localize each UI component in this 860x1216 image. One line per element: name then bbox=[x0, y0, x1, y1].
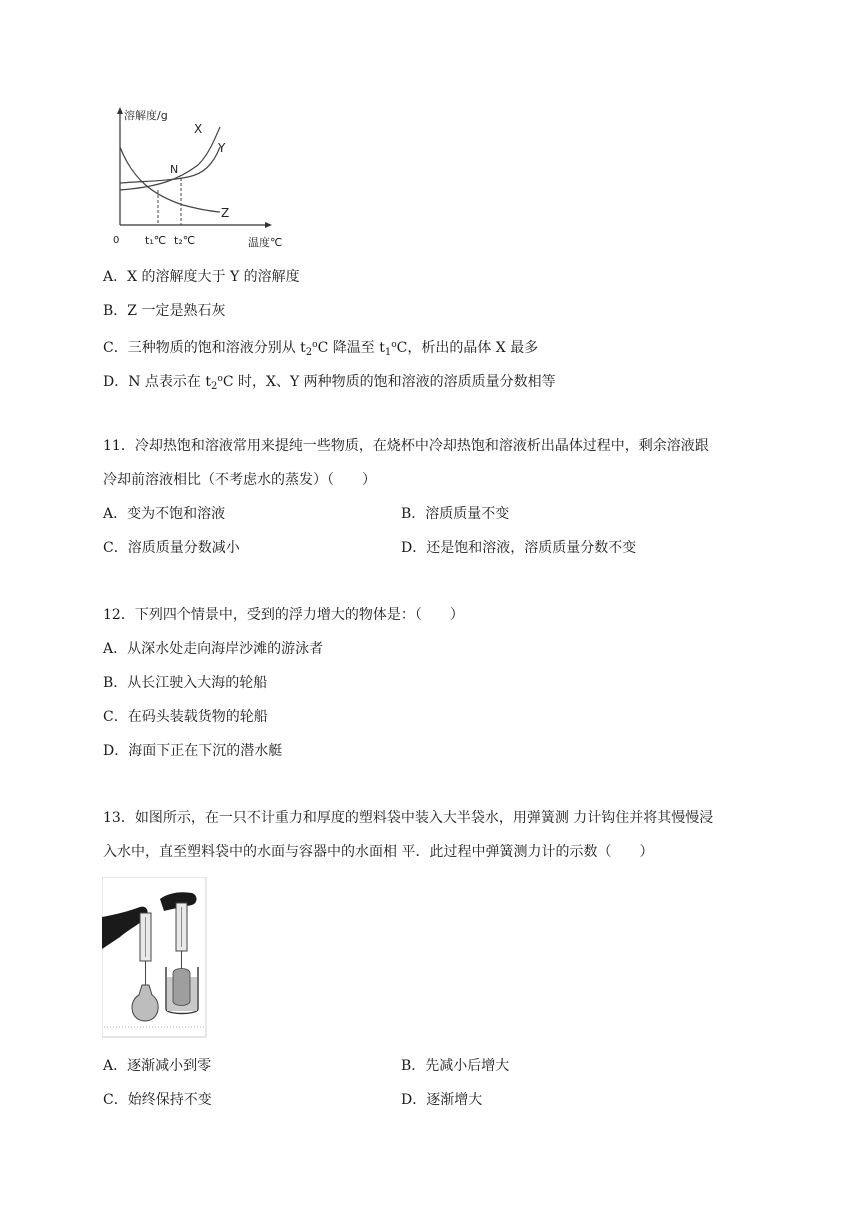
q10-option-c-sub1: 2 bbox=[305, 347, 313, 358]
q12-option-c: C．在码头装载货物的轮船 bbox=[103, 709, 268, 725]
q10-option-c-sup1: o bbox=[312, 340, 318, 350]
x-axis-label: 温度℃ bbox=[248, 236, 283, 249]
q11-option-c: C．溶质质量分数减小 bbox=[103, 540, 240, 556]
point-n-label: N bbox=[170, 163, 179, 176]
curve-z-label: Z bbox=[221, 206, 230, 220]
q10-option-a: A．X 的溶解度大于 Y 的溶解度 bbox=[103, 269, 300, 285]
q11-option-a: A．变为不饱和溶液 bbox=[103, 506, 226, 522]
q11-option-d: D．还是饱和溶液，溶质质量分数不变 bbox=[401, 540, 637, 556]
curve-x-label: X bbox=[194, 122, 203, 136]
q10-option-c-part2: C 降温至 t bbox=[317, 340, 385, 356]
origin-label: 0 bbox=[113, 235, 120, 246]
solubility-graph bbox=[108, 105, 298, 250]
q10-option-d-part1: D．N 点表示在 t bbox=[103, 374, 212, 390]
q13-option-b: B．先减小后增大 bbox=[401, 1058, 510, 1074]
q13-stem-line2: 入水中，直至塑料袋中的水面与容器中的水面相 平．此过程中弹簧测力计的示数（ ） bbox=[103, 844, 654, 860]
q11-option-b: B．溶质质量不变 bbox=[401, 506, 510, 522]
x-axis-arrow bbox=[265, 222, 272, 228]
t2-label: t₂℃ bbox=[174, 234, 196, 247]
y-axis-label: 溶解度/g bbox=[124, 109, 168, 122]
q10-option-d-sub: 2 bbox=[211, 381, 218, 392]
q13-option-d: D．逐渐增大 bbox=[401, 1092, 483, 1108]
q11-stem-line1: 11．冷却热饱和溶液常用来提纯一些物质，在烧杯中冷却热饱和溶液析出晶体过程中，剩余溶液跟 bbox=[103, 438, 709, 454]
q10-option-c-sub2: 1 bbox=[384, 347, 392, 358]
q13-option-a: A．逐渐减小到零 bbox=[103, 1058, 212, 1074]
q12-option-a: A．从深水处走向海岸沙滩的游泳者 bbox=[103, 641, 324, 657]
q10-option-c-sup2: o bbox=[391, 340, 397, 350]
q10-option-d-part2: C 时，X、Y 两种物质的饱和溶液的溶质质量分数相等 bbox=[222, 374, 556, 390]
q10-option-c-part3: C，析出的晶体 X 最多 bbox=[396, 340, 539, 356]
q10-option-d-sup: o bbox=[217, 374, 223, 384]
q12-option-d: D．海面下正在下沉的潜水艇 bbox=[103, 743, 283, 759]
curve-x bbox=[120, 127, 220, 190]
q12-option-b: B．从长江驶入大海的轮船 bbox=[103, 675, 268, 691]
q13-option-c: C．始终保持不变 bbox=[103, 1092, 212, 1108]
spring-scale-figure bbox=[102, 877, 208, 1039]
q10-option-d bbox=[103, 370, 556, 396]
y-axis-arrow bbox=[117, 107, 123, 114]
q10-option-c-part1: C．三种物质的饱和溶液分别从 t bbox=[103, 340, 306, 356]
q13-stem-line1: 13．如图所示，在一只不计重力和厚度的塑料袋中装入大半袋水，用弹簧测 力计钩住并将其慢慢浸 bbox=[103, 810, 714, 826]
q11-stem-line2: 冷却前溶液相比（不考虑水的蒸发）（ ） bbox=[103, 472, 376, 488]
q12-stem: 12．下列四个情景中，受到的浮力增大的物体是：（ ） bbox=[103, 607, 464, 623]
q10-option-c bbox=[103, 336, 538, 362]
q10-option-b: B．Z 一定是熟石灰 bbox=[103, 303, 226, 319]
curve-y-label: Y bbox=[218, 141, 226, 155]
t1-label: t₁℃ bbox=[145, 234, 167, 247]
